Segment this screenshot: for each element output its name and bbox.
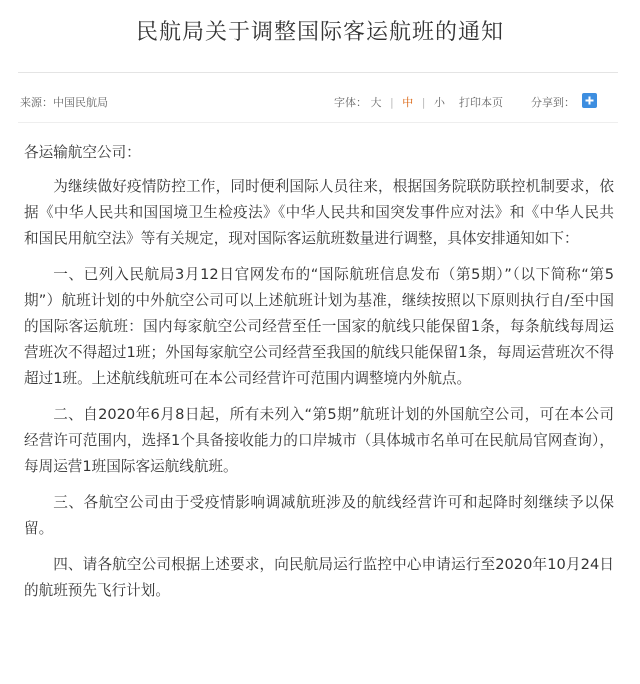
share-button[interactable] [582,93,597,108]
font-size-medium-button[interactable]: 中 [402,96,414,109]
plus-icon [582,93,597,108]
paragraph-item-3: 三、各航空公司由于受疫情影响调减航班涉及的航线经营许可和起降时刻继续予以保留。 [24,494,614,537]
article-source: 来源：中国民航局 [20,96,108,109]
article-body [24,140,614,614]
font-size-label: 字体： [334,96,367,109]
salutation: 各运输航空公司： [24,144,141,161]
font-size-separator: | [421,96,426,109]
font-size-small-button[interactable]: 小 [433,96,445,109]
paragraph-item-2: 二、自2020年6月8日起，所有未列入“第5期”航班计划的外国航空公司，可在本公司经营许可范围内，选择1个具备接收能力的口岸城市（具体城市名单可在民航局官网查询），每周运营1班国际客运航线航班。 [24,406,614,475]
share-label: 分享到： [531,96,575,109]
paragraph-intro: 为继续做好疫情防控工作，同时便利国际人员往来，根据国务院联防联控机制要求，依据《中华人民共和国国境卫生检疫法》《中华人民共和国突发事件应对法》和《中华人民共和国民用航空法》等有关规定，现对国际客运航班数量进行调整，具体安排通知如下： [24,178,614,247]
font-size-control [334,94,445,110]
font-size-large-button[interactable]: 大 [370,96,382,109]
page-title: 民航局关于调整国际客运航班的通知 [135,20,504,45]
title-divider [18,72,618,73]
meta-divider [18,122,618,123]
paragraph-item-1: 一、已列入民航局3月12日官网发布的“国际航班信息发布（第5期）”（以下简称“第5期”）航班计划的中外航空公司可以上述航班计划为基准，继续按照以下原则执行自/至中国的国际客运航班：国内每家航空公司经营至任一国家的航线只能保留1条，每条航线每周运营班次不得超过1班；外国每家航空公司经营至我国的航线只能保留1条，每周运营班次不得超过1班。上述航线航班可在本公司经营许可范围内调整境内外航点。 [24,266,614,387]
article-meta-bar [0,92,640,112]
font-size-separator: | [390,96,394,109]
paragraph-item-4: 四、请各航空公司根据上述要求，向民航局运行监控中心申请运行至2020年10月24日的航班预先飞行计划。 [24,556,614,599]
print-page-link[interactable]: 打印本页 [459,96,503,109]
